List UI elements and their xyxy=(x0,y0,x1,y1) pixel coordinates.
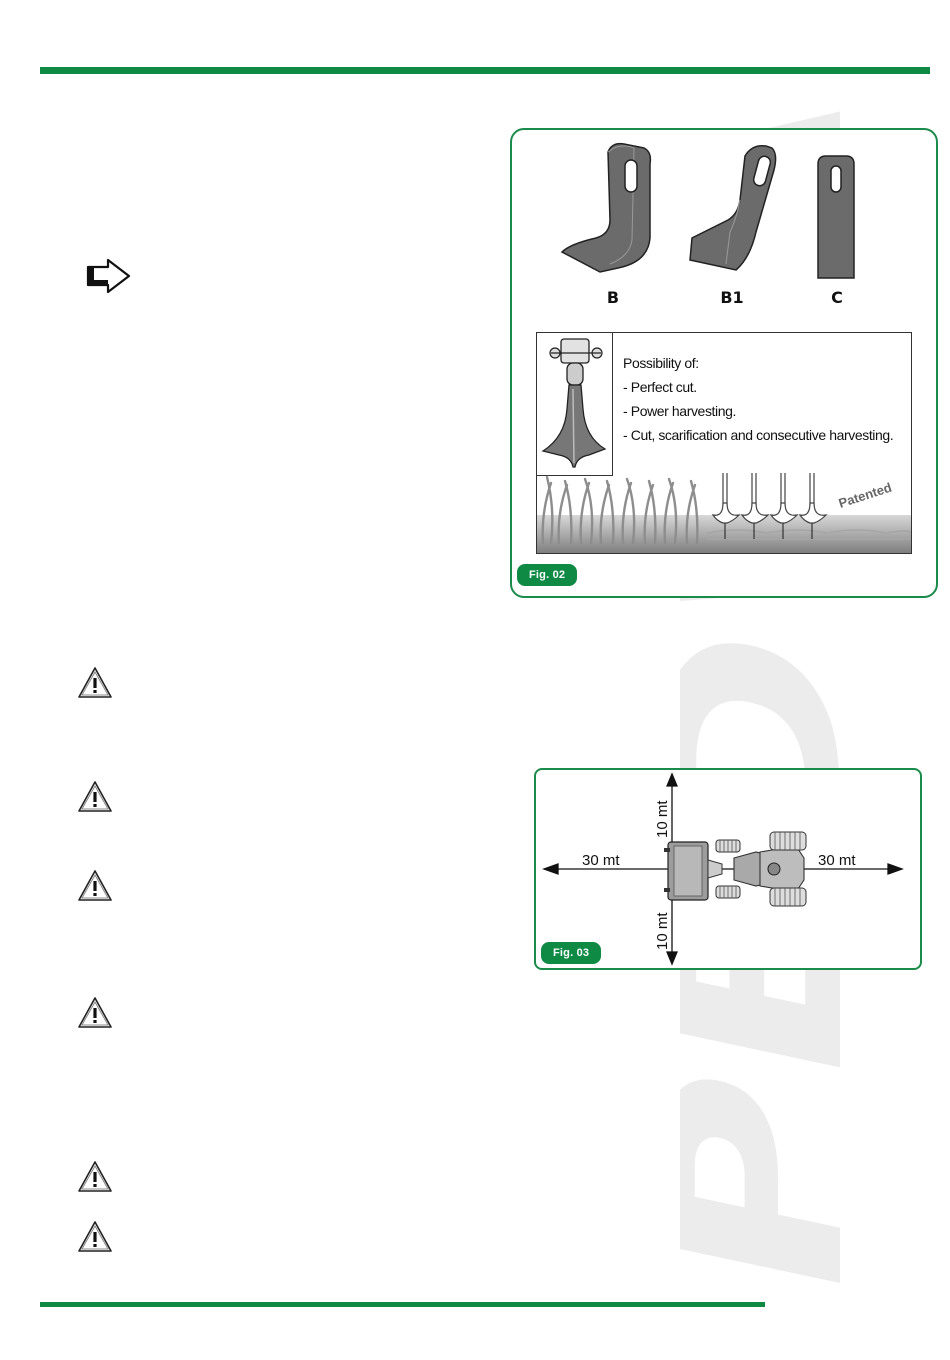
distance-rear-label: 30 mt xyxy=(818,852,856,869)
distance-top-label: 10 mt xyxy=(654,800,671,838)
warning-icon xyxy=(77,666,113,700)
possibility-text xyxy=(623,351,893,447)
safety-distance-diagram xyxy=(534,768,922,970)
footer-rule xyxy=(40,1302,765,1307)
blade-b1-icon xyxy=(690,146,776,270)
blade-label-b: B xyxy=(606,288,620,307)
hammer-inset xyxy=(537,333,613,476)
warning-icon xyxy=(77,869,113,903)
possibility-title: Possibility of: xyxy=(623,355,699,371)
warning-icon xyxy=(77,1220,113,1254)
warning-icon xyxy=(77,780,113,814)
warning-icon xyxy=(77,1160,113,1194)
arrow-right-icon xyxy=(84,256,134,296)
blade-label-b1: B1 xyxy=(720,288,744,307)
distance-bottom-label: 10 mt xyxy=(654,912,671,950)
blade-illustrations xyxy=(540,140,880,290)
possibility-item: - Perfect cut. xyxy=(623,379,697,395)
possibility-panel xyxy=(536,332,912,554)
fig-03-badge: Fig. 03 xyxy=(541,942,601,964)
blade-b-icon xyxy=(562,144,650,272)
possibility-item: - Cut, scarification and consecutive harvesting. xyxy=(623,427,894,443)
blade-c-icon xyxy=(818,156,854,278)
fig-02-badge: Fig. 02 xyxy=(517,564,577,586)
hammer-blade-icon xyxy=(537,333,613,476)
possibility-item: - Power harvesting. xyxy=(623,403,737,419)
patented-label: Patented xyxy=(836,479,894,511)
header-rule xyxy=(40,67,930,74)
grass-illustration xyxy=(537,473,912,554)
mower-icon xyxy=(664,842,722,900)
blade-label-c: C xyxy=(831,288,843,307)
distance-front-label: 30 mt xyxy=(582,852,620,869)
warning-icon xyxy=(77,996,113,1030)
